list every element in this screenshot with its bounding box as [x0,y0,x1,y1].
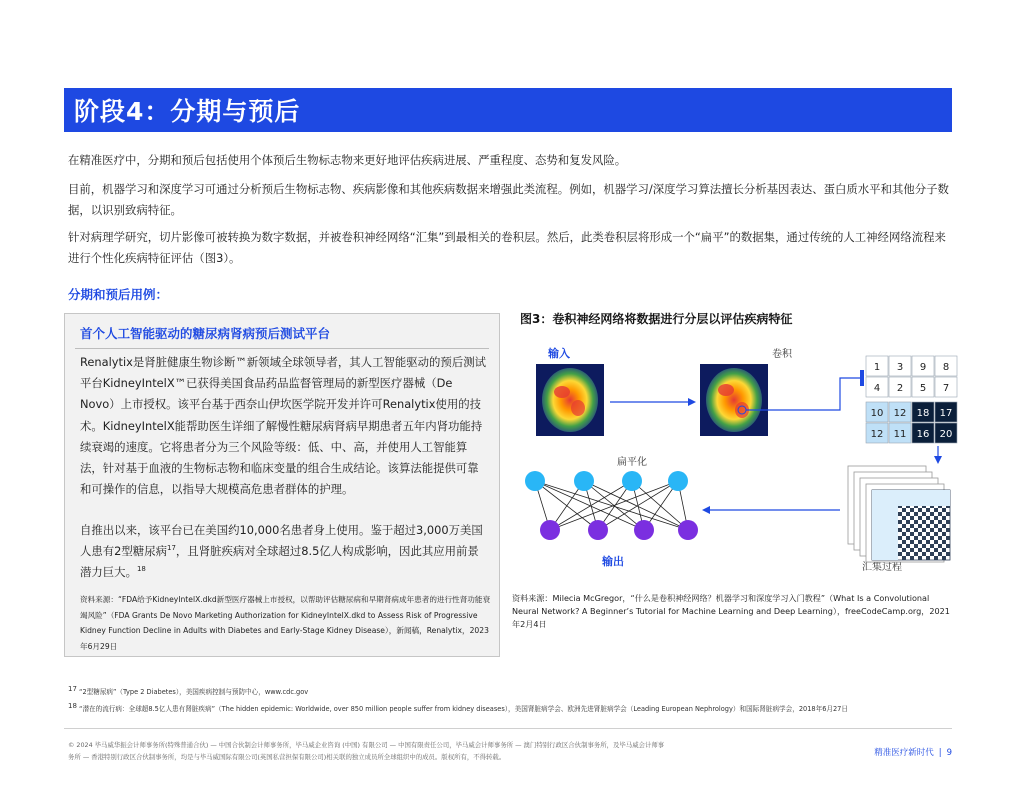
case-divider [75,348,489,349]
arrow-head [688,398,696,406]
cnn-figure [510,332,960,584]
pooling-stack [848,466,950,562]
footer-divider [64,728,952,729]
legal-notice: © 2024 毕马威华振会计师事务所(特殊普通合伙) — 中国合伙制会计师事务所，毕马威企业咨询 (中国) 有限公司 — 中国有限责任公司，毕马威会计师事务所 — 澳门特别行政区合伙制事务所，及毕马威会计师事务所 — 香港特别行政区合伙制事务所，均是与毕马威国际有限公司(英国私营担保有限公司)相关联的独立成员所全球组织中的成员。版权所有，不得转载。 [68,741,665,761]
input-neuron [668,471,688,491]
matrix-value: 11 [893,429,907,440]
footnote-text: “潜在的流行病：全球超8.5亿人患有肾脏疾病”（The hidden epidemic: Worldwide, over 850 million people suffer from kidney diseases），美国肾脏病学会、欧洲先进肾脏病学会（Leading European Nephrology）和国际肾脏病学会，2018年6月27日 [79,705,848,713]
label-pooling: 汇集过程 [862,562,902,573]
matrix-value: 17 [939,408,953,419]
matrix-value: 18 [916,408,930,419]
arrow-head [702,506,710,514]
page-title-bar [64,88,952,132]
input-neuron [525,471,545,491]
cnn-diagram [510,332,960,584]
output-neuron [540,520,560,540]
input-neuron [574,471,594,491]
matrix-value: 12 [893,408,907,419]
page-title: 阶段4：分期与预后 [74,97,301,126]
label-input: 输入 [548,347,570,360]
case-text-a: 自推出以来，该平台已在美国约10,000名患者身上使用。鉴于超过3,000万美国人患有2型糖尿病 [80,523,483,559]
matrix-value: 9 [919,362,927,373]
figure-title: 图3：卷积神经网络将数据进行分层以评估疾病特征 [520,312,793,326]
footnote-number: 18 [68,701,77,710]
intro-paragraph-2: 目前，机器学习和深度学习可通过分析预后生物标志物、疾病影像和其他疾病数据来增强此类流程。例如，机器学习/深度学习算法擅长分析基因表达、蛋白质水平和其他分子数据，以识别致病特征。 [68,182,949,217]
intro-paragraph-1: 在精准医疗中，分期和预后包括使用个体预后生物标志物来更好地评估疾病进展、严重程度、态势和复发风险。 [68,153,627,167]
case-study-box [64,313,500,657]
matrix-value: 7 [942,383,950,394]
label-flatten: 扁平化 [617,457,647,468]
use-cases-heading: 分期和预后用例： [68,287,169,302]
matrix-value: 1 [873,362,881,373]
matrix-value: 2 [896,383,904,394]
page-footer [874,746,952,758]
case-study-source: 资料来源：“FDA给予KidneyIntelX.dkd新型医疗器械上市授权，以帮助评估糖尿病和早期肾病成年患者的进行性肾功能衰竭风险”（FDA Grants De Novo Marketing Authorization for KidneyIntelX.dkd to Assess Risk of Progressive Kidney Function Decline in Adults with Diabetes and Early-Stage Kidney Disease），新闻稿，Renalytix，2023年6月29日 [80,595,491,651]
matrix-value: 16 [916,429,930,440]
matrix-value: 10 [870,408,884,419]
arrow-head [934,456,942,464]
section-name: 精准医疗新时代 [874,748,934,758]
connector-marker [860,370,864,386]
matrix-value: 3 [896,362,904,373]
feature-matrix [866,356,957,443]
footnote-18 [68,701,958,718]
matrix-value: 4 [873,383,881,394]
footnotes [68,684,958,718]
footnote-ref-17[interactable]: 17 [166,544,176,553]
footnote-number: 17 [68,684,77,693]
intro-paragraph-3: 针对病理学研究，切片影像可被转换为数字数据，并被卷积神经网络“汇集”到最相关的卷积层。然后，此类卷积层将形成一个“扁平”的数据集，通过传统的人工神经网络流程来进行个性化疾病特征评估（图3）。 [68,230,946,265]
case-text-b: ，且肾脏疾病对全球超过8.5亿人构成影响，因此其应用前景潜力巨大。 [80,544,479,580]
label-output: 输出 [602,555,624,568]
footnote-text: “2型糖尿病”（Type 2 Diabetes），美国疾病控制与预防中心，www.cdc.gov [79,688,309,696]
output-neuron [634,520,654,540]
page-number: 9 [946,748,952,758]
footnote-17 [68,684,958,701]
footer-separator: | [938,748,942,758]
figure-source: 资料来源：Milecia McGregor，“什么是卷积神经网络？机器学习和深度学习入门教程”（What Is a Convolutional Neural Network? A Beginner’s Tutorial for Machine Learning and Deep Learning），freeCodeCamp.org，2021年2月4日 [512,593,950,629]
footnote-ref-18[interactable]: 18 [136,565,146,574]
matrix-value: 8 [942,362,950,373]
output-neuron [588,520,608,540]
output-neuron [678,520,698,540]
convolution-brain-image [700,364,768,436]
matrix-value: 20 [939,429,953,440]
input-neuron [622,471,642,491]
label-convolution: 卷积 [772,349,792,360]
case-study-title: 首个人工智能驱动的糖尿病肾病预后测试平台 [80,326,331,341]
matrix-value: 5 [919,383,927,394]
input-brain-image [536,364,604,436]
network-connections [535,481,688,530]
case-study-paragraph-1: Renalytix是肾脏健康生物诊断™新领域全球领导者，其人工智能驱动的预后测试平台KidneyIntelX™已获得美国食品药品监督管理局的新型医疗器械（De Novo）上市授权。该平台基于西奈山伊坎医学院开发并许可Renalytix使用的技术。KidneyIntelX能帮助医生详细了解慢性糖尿病肾病早期患者五年内肾功能持续衰竭的速度。它将患者分为三个风险等级：低、中、高，并使用人工智能算法，针对基于血液的生物标志物和临床变量的组合生成结论。该算法能提供可靠和可操作的信息，以指导大规模高危患者群体的护理。 [80,355,486,497]
case-study-paragraph-2 [80,520,488,584]
matrix-value: 12 [870,429,884,440]
